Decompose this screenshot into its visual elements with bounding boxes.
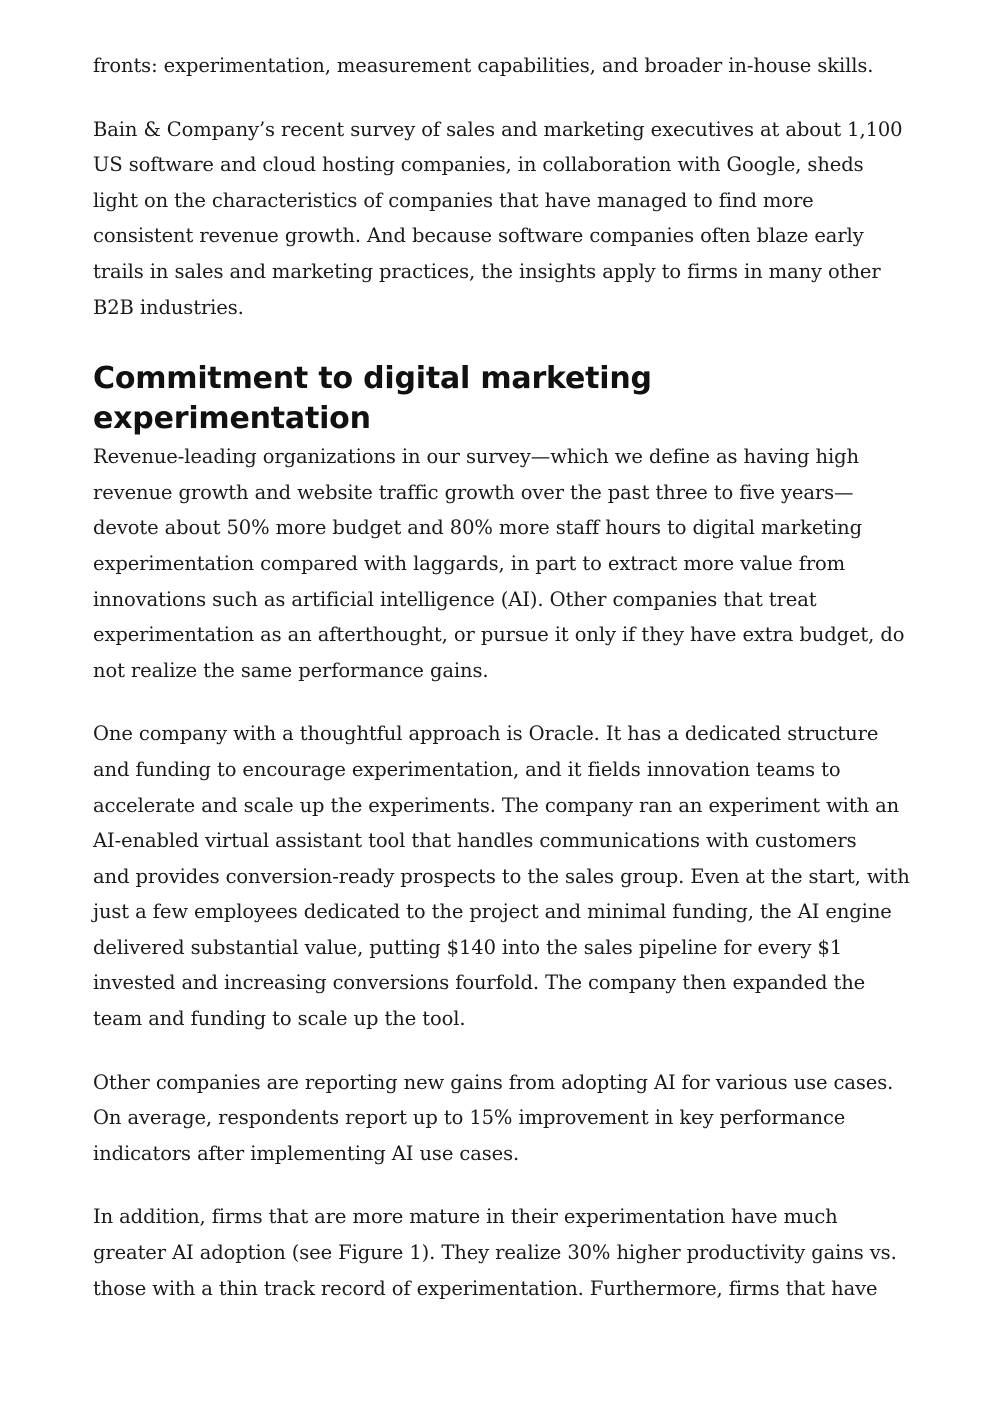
paragraph xyxy=(93,1199,903,1306)
paragraph-line: experimentation as an afterthought, or pursue it only if they have extra budget, do xyxy=(93,623,905,647)
paragraph-line: US software and cloud hosting companies, in collaboration with Google, sheds xyxy=(93,153,864,177)
paragraph-line: light on the characteristics of companies that have managed to find more xyxy=(93,188,814,212)
paragraph-line: Revenue-leading organizations in our survey—which we define as having high xyxy=(93,445,859,469)
paragraph-line: accelerate and scale up the experiments. The company ran an experiment with an xyxy=(93,793,900,817)
paragraph-line: One company with a thoughtful approach is Oracle. It has a dedicated structure xyxy=(93,722,879,746)
paragraph xyxy=(93,1065,903,1172)
paragraph xyxy=(93,716,910,1036)
paragraph xyxy=(93,112,903,326)
paragraph-line: devote about 50% more budget and 80% more staff hours to digital marketing xyxy=(93,516,863,540)
paragraph-line: greater AI adoption (see Figure 1). They realize 30% higher productivity gains vs. xyxy=(93,1241,897,1265)
paragraph-line: indicators after implementing AI use cases. xyxy=(93,1141,520,1165)
paragraph-line: Bain & Company’s recent survey of sales and marketing executives at about 1,100 xyxy=(93,117,903,141)
paragraph-line: Other companies are reporting new gains from adopting AI for various use cases. xyxy=(93,1070,894,1094)
paragraph-line: just a few employees dedicated to the project and minimal funding, the AI engine xyxy=(93,900,892,924)
paragraph-line: consistent revenue growth. And because software companies often blaze early xyxy=(93,224,864,248)
paragraph-line: innovations such as artificial intelligence (AI). Other companies that treat xyxy=(93,587,817,611)
paragraph-line: team and funding to scale up the tool. xyxy=(93,1007,466,1031)
paragraph-line: not realize the same performance gains. xyxy=(93,658,489,682)
paragraph-line: trails in sales and marketing practices, the insights apply to firms in many other xyxy=(93,259,881,283)
body-section xyxy=(93,439,910,1306)
paragraph-line: and funding to encourage experimentation, and it fields innovation teams to xyxy=(93,757,841,781)
paragraph-line: experimentation compared with laggards, in part to extract more value from xyxy=(93,551,846,575)
paragraph-line: On average, respondents report up to 15% improvement in key performance xyxy=(93,1106,846,1130)
paragraph-line: B2B industries. xyxy=(93,295,244,319)
paragraph-line: invested and increasing conversions fourfold. The company then expanded the xyxy=(93,971,866,995)
paragraph-line: and provides conversion-ready prospects to the sales group. Even at the start, with xyxy=(93,864,910,888)
section-heading: Commitment to digital marketing experimentation xyxy=(93,361,652,437)
paragraph-line: fronts: experimentation, measurement capabilities, and broader in-house skills. xyxy=(93,54,874,77)
paragraph xyxy=(93,48,903,84)
paragraph-line: In addition, firms that are more mature in their experimentation have much xyxy=(93,1205,838,1229)
paragraph xyxy=(93,439,903,688)
intro-section xyxy=(93,48,903,325)
paragraph-line: those with a thin track record of experimentation. Furthermore, firms that have xyxy=(93,1276,878,1300)
paragraph-line: revenue growth and website traffic growth over the past three to five years— xyxy=(93,480,854,504)
paragraph-line: AI-enabled virtual assistant tool that handles communications with customers xyxy=(93,829,857,853)
document-page xyxy=(93,48,910,1306)
paragraph-line: delivered substantial value, putting $140 into the sales pipeline for every $1 xyxy=(93,935,843,959)
